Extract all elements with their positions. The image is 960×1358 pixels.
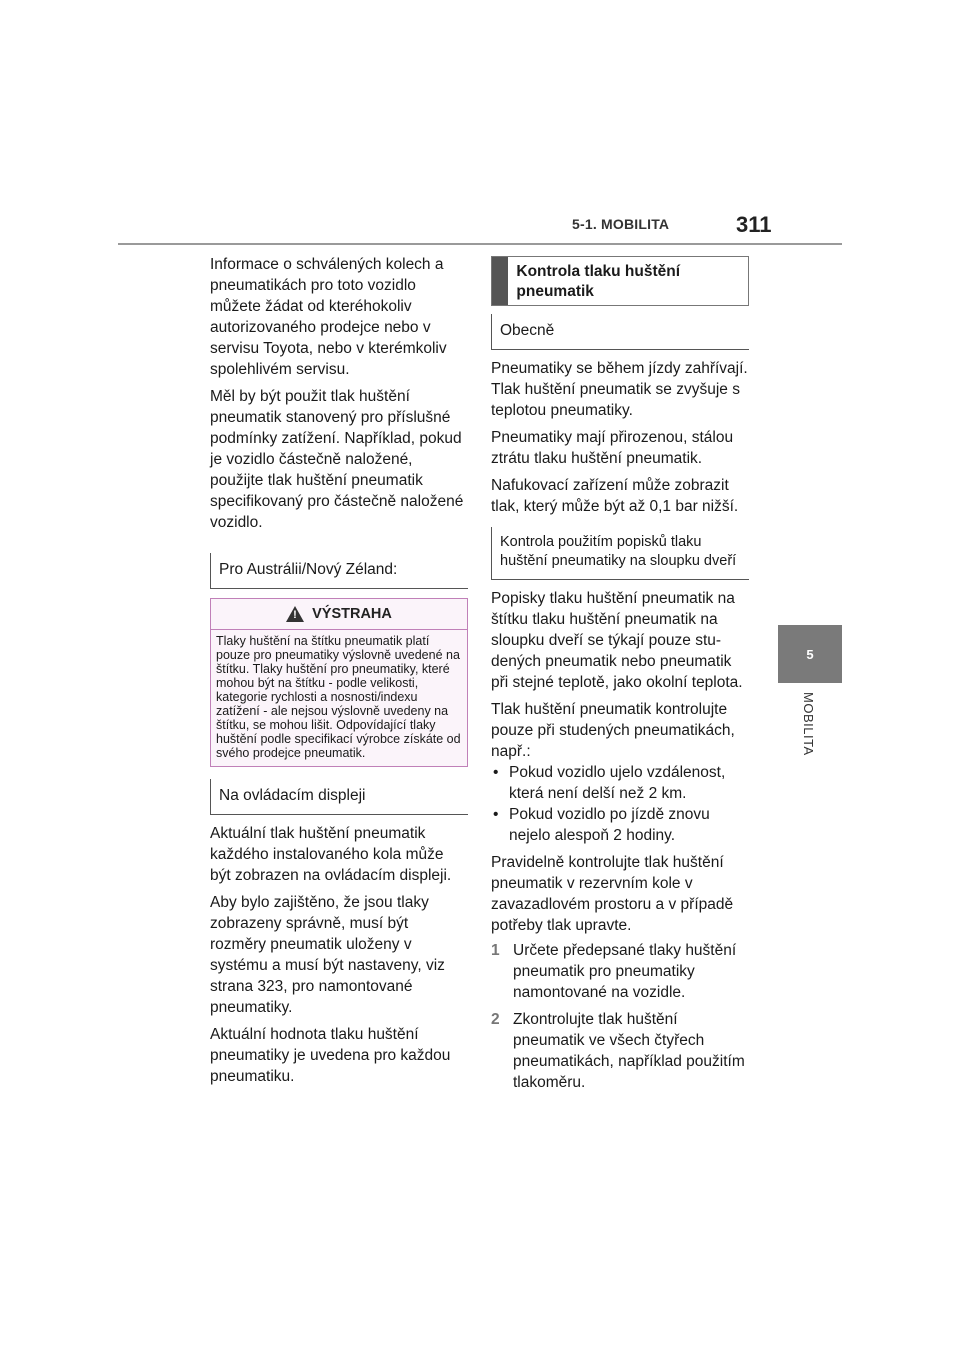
list-item: • Pokud vozidlo po jízdě znovu nejelo alespoň 2 hodiny. [491,804,749,846]
warning-header [211,599,467,630]
step-number: 2 [491,1011,500,1028]
paragraph-check-cold: Tlak huštění pneumatik kontrolujte pouze při studených pneumatikách, např.: [491,701,735,760]
section-title: 5-1. MOBILITA [572,216,670,232]
paragraph-spare-wheel: Pravidelně kontrolujte tlak huštění pneumatik v rezervním kole v zavazadlovém prostoru a v případě potřeby tlak upravte. [491,854,734,934]
page-number: 311 [736,212,772,237]
step-number: 1 [491,942,500,959]
paragraph-tire-dimensions: Aby bylo zajištěno, že jsou tlaky zobrazeny správně, musí být rozměry pneumatik uloženy v systému a musí být nastaveny, viz strana 323, pro namontované pneumatiky. [210,894,445,1016]
heading-door-pillar-labels: Kontrola použitím popisků tlaku huštění pneumatiky na sloupku dveří [491,527,749,580]
paragraph-load-pressure: Měl by být použit tlak huštění pneumatik stanovený pro příslušné podmínky zatížení. Například, pokud je vozidlo částečně naložené, použijte tlak huštění pneumatik specifikovaný pro částečně naložené vozidlo. [210,388,464,531]
paragraph-approved-wheels: Informace o schválených kolech a pneumatikách pro toto vozidlo můžete žádat od kteréhokoliv autorizovaného prodejce nebo v servisu Toyota, nebo v kterémkoliv spolehlivém servisu. [210,256,447,378]
topic-bar [492,257,508,305]
chapter-side-label: MOBILITA [801,692,816,756]
step-text: Určete předepsané tlaky huštění pneumatik pro pneumatiky namontované na vozidle. [513,942,737,1001]
step-item [491,940,749,1003]
step-item [491,1009,749,1093]
heading-australia: Pro Austrálii/Nový Zéland: [210,553,468,589]
topic-title: Kontrola tlaku huštění pneumatik [516,263,681,300]
heading-general: Obecně [491,314,749,350]
right-column [491,256,749,1093]
paragraph-pressure-loss: Pneumatiky mají přirozenou, stálou ztrátu tlaku huštění pneumatik. [491,429,734,467]
left-column [210,254,468,1087]
paragraph-current-pressure: Aktuální tlak huštění pneumatik každého instalovaného kola může být zobrazen na ovládacím displeji. [210,825,452,884]
list-item: • Pokud vozidlo ujelo vzdálenost, která není delší než 2 km. [491,762,749,804]
steps-list [491,940,749,1093]
paragraph-current-value: Aktuální hodnota tlaku huštění pneumatiky je uvedena pro každou pneumatiku. [210,1026,451,1085]
warning-box [210,598,468,767]
header-divider [118,243,842,245]
paragraph-inflation-device: Nafukovací zařízení může zobrazit tlak, který může být až 0,1 bar nižší. [491,477,739,515]
chapter-tab-number: 5 [806,646,814,662]
chapter-tab [778,625,842,683]
paragraph-tires-warm: Pneumatiky se během jízdy zahřívají. Tlak huštění pneumatik se zvyšuje s teplotou pneumatiky. [491,360,748,419]
warning-title: VÝSTRAHA [312,605,392,622]
step-text: Zkontrolujte tlak huštění pneumatik ve všech čtyřech pneumatikách, například použitím tlakoměru. [513,1011,745,1091]
cold-tire-conditions-list [491,762,749,846]
heading-control-display: Na ovládacím displeji [210,779,468,815]
topic-heading-box [491,256,749,306]
warning-triangle-icon [286,606,304,622]
paragraph-label-cold-tires: Popisky tlaku huštění pneumatik na štítku tlaku huštění pneumatik na sloupku dveří se týkají pouze stu-dených pneumatik nebo pneumatik při stejné teplotě, jako okolní teplota. [491,590,743,691]
warning-text: Tlaky huštění na štítku pneumatik platí pouze pro pneumatiky výslovně uvedené na štítku. Tlaky huštění pro pneumatiky, které mohou být na štítku - podle velikosti, kategorie rychlosti a nosnosti/indexu zatížení - ale nejsou výslovně uvedeny na štítku, se mohou lišit. Odpovídající tlaky huštění podle specifikací výrobce získáte od svého prodejce pneumatik. [216,634,461,760]
